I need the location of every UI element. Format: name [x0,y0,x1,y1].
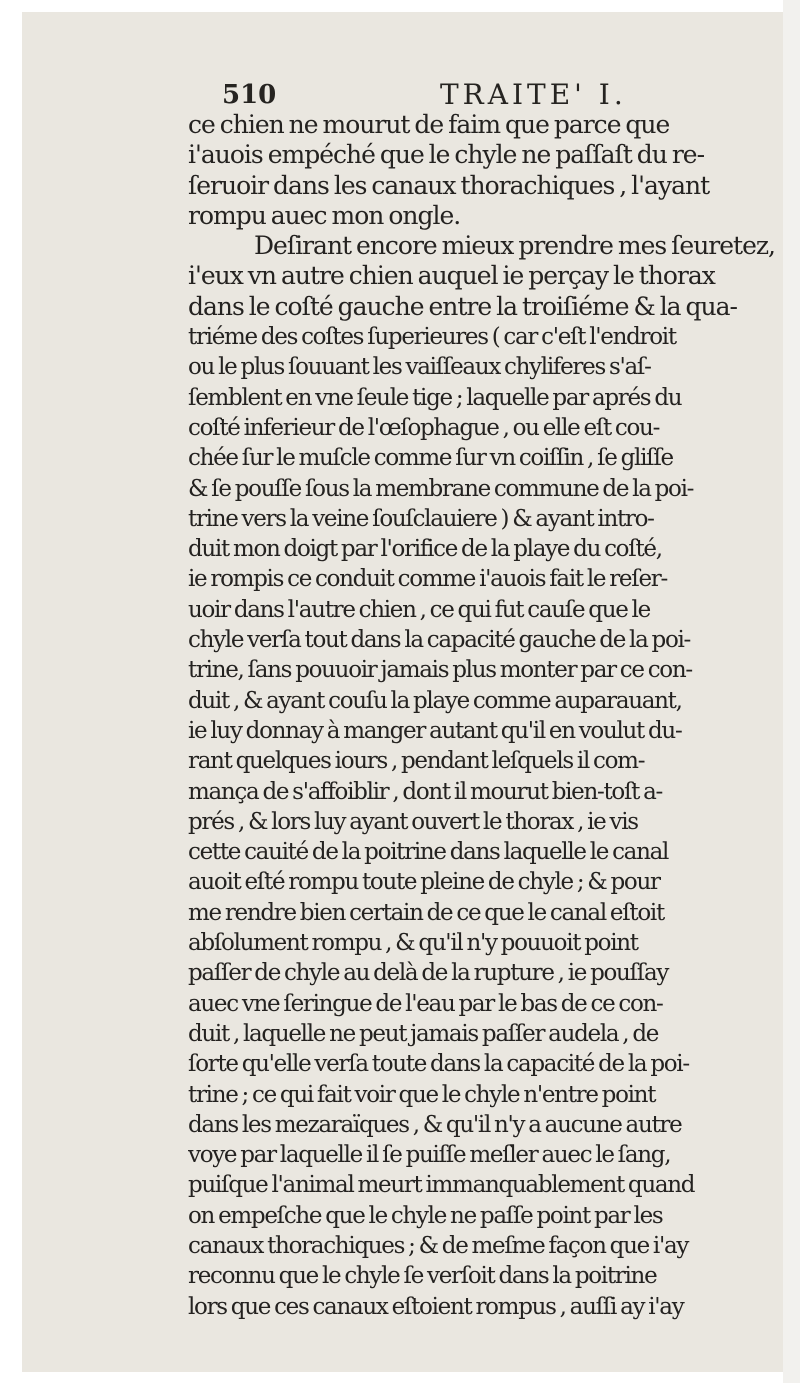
text-line: dans les mezaraïques , & qu'il n'y a aucune autre [188,1111,682,1138]
text-line: trine ; ce qui fait voir que le chyle n'entre point [188,1081,656,1108]
text-line: lors que ces canaux eſtoient rompus , auſſi ay i'ay [188,1293,684,1320]
text-line: duit , & ayant couſu la playe comme auparauant, [188,687,682,714]
text-line: prés , & lors luy ayant ouvert le thorax , ie vis [188,808,638,835]
text-line: duit , laquelle ne peut jamais paſſer audela , de [188,1020,659,1047]
text-line: cette cauité de la poitrine dans laquelle le canal [188,839,669,866]
text-line: me rendre bien certain de ce que le canal eſtoit [188,899,664,926]
text-line: puiſque l'animal meurt immanquablement quand [188,1172,695,1199]
text-line: auoit eſté rompu toute pleine de chyle ; & pour [188,869,660,896]
text-line: ſeruoir dans les canaux thorachiques , l'ayant [188,170,710,200]
text-line: auec vne ſeringue de l'eau par le bas de ce con- [188,990,663,1017]
text-line: dans le coſté gauche entre la troiſiéme & la qua- [188,291,737,321]
text-line: abſolument rompu , & qu'il n'y pouuoit point [188,930,638,957]
text-line: rant quelques iours , pendant leſquels il com- [188,748,645,775]
body-text [188,110,788,1322]
text-line: voye par laquelle il ſe puiſſe meſler auec le ſang, [188,1142,671,1169]
text-line: ſorte qu'elle verſa toute dans la capacité de la poi- [188,1051,689,1078]
text-line: coſté inferieur de l'œſophague , ou elle eſt cou- [188,414,660,441]
text-line: ie rompis ce conduit comme i'auois fait le reſer- [188,566,667,593]
text-line: mança de s'affoiblir , dont il mourut bien-toſt a- [188,778,663,805]
text-line: rompu auec mon ongle. [188,200,461,230]
text-line: ou le plus ſouuant les vaiſſeaux chyliferes s'aſ- [188,354,651,381]
text-line: reconnu que le chyle ſe verſoit dans la poitrine [188,1263,657,1290]
text-line: paſſer de chyle au delà de la rupture , ie pouſſay [188,960,669,987]
running-title: TRAITE' I. [440,78,627,111]
text-line: uoir dans l'autre chien , ce qui fut cauſe que le [188,596,650,623]
text-line: duit mon doigt par l'orifice de la playe du coſté, [188,536,662,563]
text-line: i'eux vn autre chien auquel ie perçay le thorax [188,261,715,291]
text-line: on empeſche que le chyle ne paſſe point par les [188,1202,663,1229]
text-line: chyle verſa tout dans la capacité gauche de la poi- [188,627,691,654]
text-line: i'auois empéché que le chyle ne paſſaſt du re- [188,140,705,170]
text-line: canaux thorachiques ; & de meſme façon que i'ay [188,1232,689,1259]
text-line: trine, ſans pouuoir jamais plus monter par ce con- [188,657,692,684]
text-line: triéme des coſtes ſuperieures ( car c'eſt l'endroit [188,324,676,351]
text-line: ce chien ne mourut de faim que parce que [188,110,670,139]
text-line: Deſirant encore mieux prendre mes ſeuretez, [254,231,775,261]
text-line: ſemblent en vne ſeule tige ; laquelle par aprés du [188,384,682,411]
text-line: trine vers la veine ſouſclauiere ) & ayant intro- [188,505,654,532]
text-line: ie luy donnay à manger autant qu'il en voulut du- [188,717,682,744]
text-line: chée ſur le muſcle comme ſur vn coiſſin , ſe gliſſe [188,445,673,472]
page-number: 510 [222,80,277,110]
text-line: & ſe pouſſe ſous la membrane commune de la poi- [188,475,694,502]
